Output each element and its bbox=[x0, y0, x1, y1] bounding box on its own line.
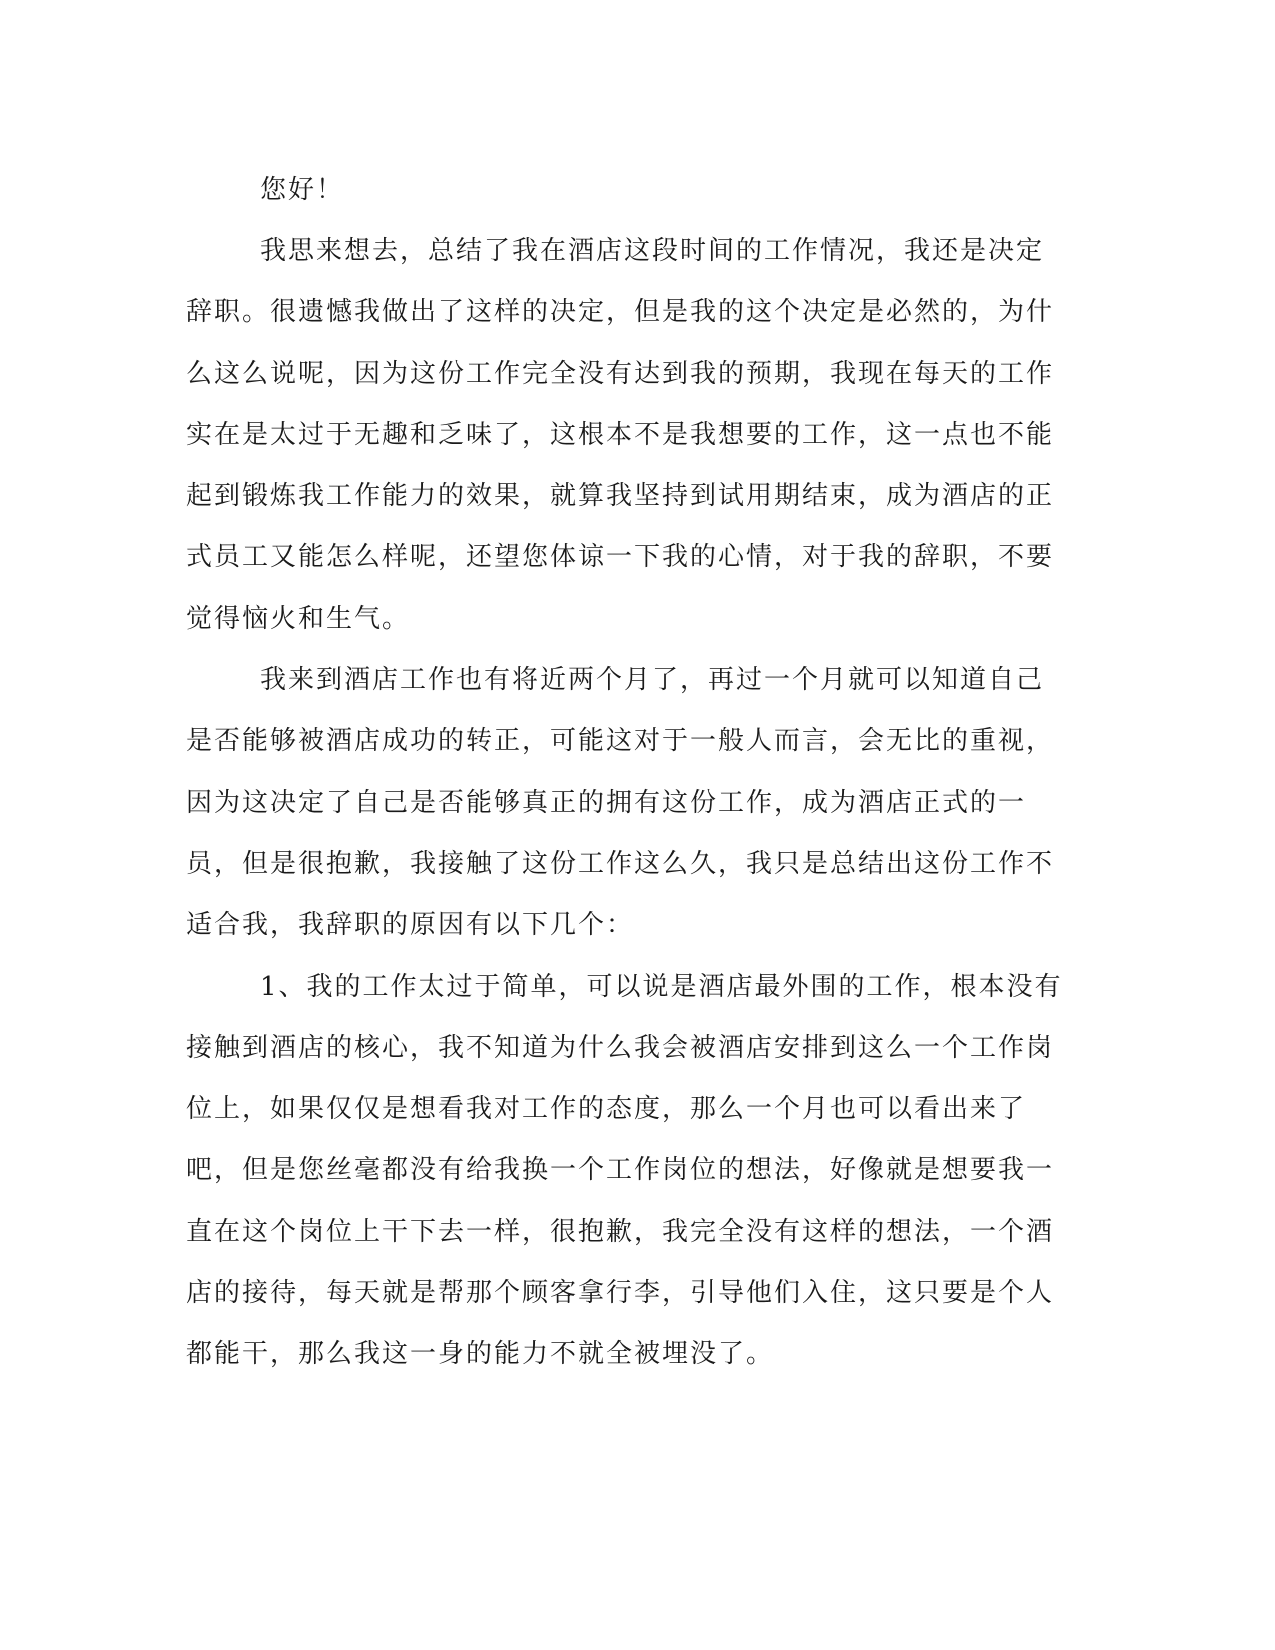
paragraph-3: 1、我的工作太过于简单，可以说是酒店最外围的工作，根本没有接触到酒店的核心，我不知道为什么我会被酒店安排到这么一个工作岗位上，如果仅仅是想看我对工作的态度，那么一个月也可以看出来了吧，但是您丝毫都没有给我换一个工作岗位的想法，好像就是想要我一直在这个岗位上干下去一样，很抱歉，我完全没有这样的想法，一个酒店的接待，每天就是帮那个顾客拿行李，引导他们入住，这只要是个人都能干，那么我这一身的能力不就全被埋没了。 bbox=[186, 971, 1063, 1370]
letter-body bbox=[186, 160, 1066, 1386]
salutation: 您好！ bbox=[260, 175, 345, 205]
paragraph-1: 我思来想去，总结了我在酒店这段时间的工作情况，我还是决定辞职。很遗憾我做出了这样的决定，但是我的这个决定是必然的，为什么这么说呢，因为这份工作完全没有达到我的预期，我现在每天的工作实在是太过于无趣和乏味了，这根本不是我想要的工作，这一点也不能起到锻炼我工作能力的效果，就算我坚持到试用期结束，成为酒店的正式员工又能怎么样呢，还望您体谅一下我的心情，对于我的辞职，不要觉得恼火和生气。 bbox=[186, 236, 1055, 634]
paragraph-2: 我来到酒店工作也有将近两个月了，再过一个月就可以知道自己是否能够被酒店成功的转正，可能这对于一般人而言，会无比的重视，因为这决定了自己是否能够真正的拥有这份工作，成为酒店正式的一员，但是很抱歉，我接触了这份工作这么久，我只是总结出这份工作不适合我，我辞职的原因有以下几个： bbox=[186, 665, 1055, 941]
